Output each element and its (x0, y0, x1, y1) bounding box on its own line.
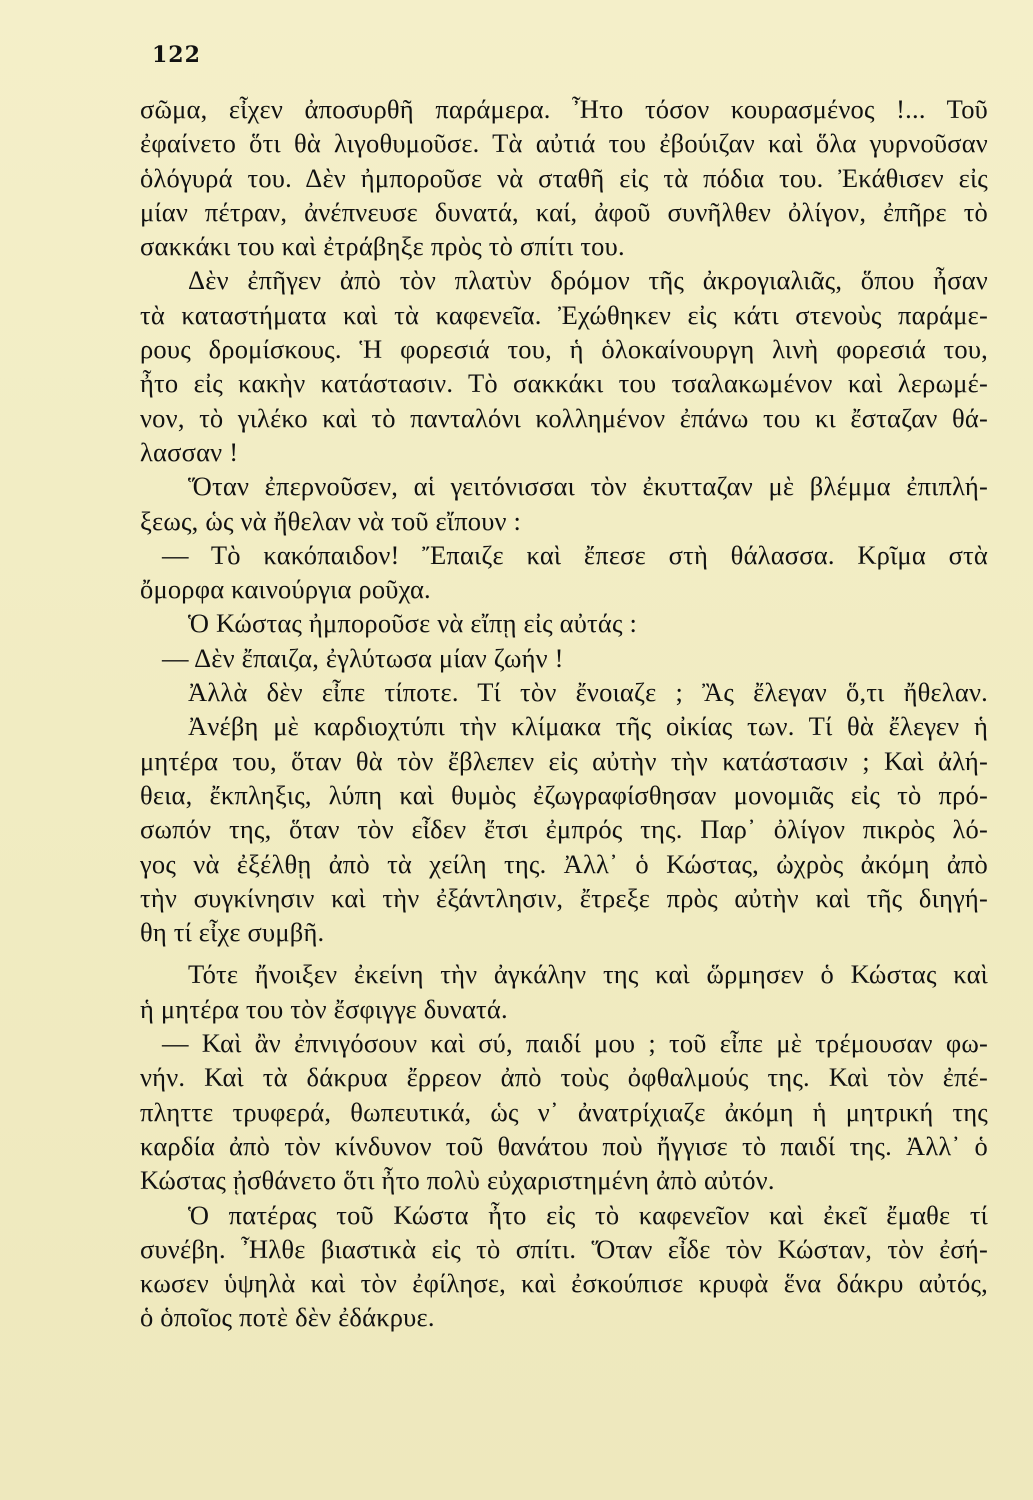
page-number: 122 (152, 42, 201, 68)
text-line: ρους δρομίσκους. Ἡ φορεσιά του, ἡ ὁλοκαίνουργη λινὴ φορεσιά του, (140, 334, 988, 365)
text-line: Δὲν ἐπῆγεν ἀπὸ τὸν πλατὺν δρόμον τῆς ἀκρογιαλιᾶς, ὅπου ἦσαν (188, 265, 988, 296)
text-line: ἐφαίνετο ὅτι θὰ λιγοθυμοῦσε. Τὰ αὐτιά του ἐβούιζαν καὶ ὅλα γυρνοῦσαν (140, 128, 988, 159)
text-line: ἡ μητέρα του τὸν ἔσφιγγε δυνατά. (140, 993, 508, 1024)
text-line: σωπόν της, ὅταν τὸν εἶδεν ἔτσι ἐμπρός της. Παρ᾽ ὀλίγον πικρὸς λό- (140, 814, 988, 845)
text-line: μητέρα του, ὅταν θὰ τὸν ἔβλεπεν εἰς αὐτὴν τὴν κατάστασιν ; Καὶ ἀλή- (140, 745, 988, 776)
text-line: Ἀλλὰ δὲν εἶπε τίποτε. Τί τὸν ἔνοιαζε ; Ἂς ἔλεγαν ὅ,τι ἤθελαν. (188, 677, 988, 708)
text-line: ξεως, ὡς νὰ ἤθελαν νὰ τοῦ εἴπουν : (140, 505, 522, 536)
text-line: Ὅταν ἐπερνοῦσεν, αἱ γειτόνισσαι τὸν ἐκυτταζαν μὲ βλέμμα ἐπιπλή- (188, 471, 988, 502)
text-line: τὴν συγκίνησιν καὶ τὴν ἐξάντλησιν, ἔτρεξε πρὸς αὐτὴν καὶ τῆς διηγή- (140, 882, 988, 913)
text-line: καρδία ἀπὸ τὸν κίνδυνον τοῦ θανάτου ποὺ ἤγγισε τὸ παιδί της. Ἀλλ᾽ ὁ (140, 1130, 988, 1161)
text-line: σῶμα, εἶχεν ἀποσυρθῆ παράμερα. Ἦτο τόσον κουρασμένος !... Τοῦ (140, 94, 988, 124)
text-line: Κώστας ᾐσθάνετο ὅτι ἦτο πολὺ εὐχαριστημένη ἀπὸ αὐτόν. (140, 1165, 775, 1196)
text-line: Ἀνέβη μὲ καρδιοχτύπι τὴν κλίμακα τῆς οἰκίας των. Τί θὰ ἔλεγεν ἡ (188, 711, 988, 742)
text-line: λασσαν ! (140, 436, 239, 467)
text-line: ἦτο εἰς κακὴν κατάστασιν. Τὸ σακκάκι του τσαλακωμένον καὶ λερωμέ- (140, 368, 988, 399)
text-line: νήν. Καὶ τὰ δάκρυα ἔρρεον ἀπὸ τοὺς ὀφθαλμούς της. Καὶ τὸν ἐπέ- (140, 1062, 988, 1093)
body-text (140, 92, 988, 1335)
text-line: — Τὸ κακόπαιδον! Ἔπαιζε καὶ ἔπεσε στὴ θάλασσα. Κρῖμα στὰ (162, 539, 988, 570)
text-line: τὰ καταστήματα καὶ τὰ καφενεῖα. Ἐχώθηκεν εἰς κάτι στενοὺς παράμε- (140, 299, 988, 330)
text-line: Ὁ πατέρας τοῦ Κώστα ἦτο εἰς τὸ καφενεῖον καὶ ἐκεῖ ἔμαθε τί (188, 1199, 988, 1230)
text-line: μίαν πέτραν, ἀνέπνευσε δυνατά, καί, ἀφοῦ συνῆλθεν ὀλίγον, ἐπῆρε τὸ (140, 196, 988, 227)
text-line: πληττε τρυφερά, θωπευτικά, ὡς ν᾽ ἀνατρίχιαζε ἀκόμη ἡ μητρική της (140, 1096, 988, 1127)
text-line: ὄμορφα καινούργια ροῦχα. (140, 574, 431, 605)
text-line: συνέβη. Ἦλθε βιαστικὰ εἰς τὸ σπίτι. Ὅταν εἶδε τὸν Κώσταν, τὸν ἐσή- (140, 1233, 988, 1264)
text-line: — Δὲν ἔπαιζα, ἐγλύτωσα μίαν ζωήν ! (162, 642, 564, 673)
text-line: θεια, ἔκπληξις, λύπη καὶ θυμὸς ἐζωγραφίσθησαν μονομιᾶς εἰς τὸ πρό- (140, 779, 988, 810)
text-line: γος νὰ ἐξέλθῃ ἀπὸ τὰ χείλη της. Ἀλλ᾽ ὁ Κώστας, ὠχρὸς ἀκόμη ἀπὸ (140, 848, 988, 879)
text-line: ὁ ὁποῖος ποτὲ δὲν ἐδάκρυε. (140, 1302, 435, 1333)
text-line: κωσεν ὑψηλὰ καὶ τὸν ἐφίλησε, καὶ ἐσκούπισε κρυφὰ ἕνα δάκρυ αὐτός, (140, 1268, 988, 1299)
text-line: θη τί εἶχε συμβῆ. (140, 917, 325, 948)
text-line: Τότε ἤνοιξεν ἐκείνη τὴν ἀγκάλην της καὶ ὥρμησεν ὁ Κώστας καὶ (188, 959, 988, 990)
text-line: νον, τὸ γιλέκο καὶ τὸ πανταλόνι κολλημένον ἐπάνω του κι ἔσταζαν θά- (140, 402, 988, 433)
text-line: ὁλόγυρά του. Δὲν ἠμποροῦσε νὰ σταθῆ εἰς τὰ πόδια του. Ἐκάθισεν εἰς (140, 162, 988, 193)
text-line: — Καὶ ἂν ἐπνιγόσουν καὶ σύ, παιδί μου ; τοῦ εἶπε μὲ τρέμουσαν φω- (162, 1028, 988, 1059)
text-line: σακκάκι του καὶ ἐτράβηξε πρὸς τὸ σπίτι του. (140, 231, 625, 262)
text-line: Ὁ Κώστας ἠμποροῦσε νὰ εἴπῃ εἰς αὐτάς : (188, 608, 638, 639)
